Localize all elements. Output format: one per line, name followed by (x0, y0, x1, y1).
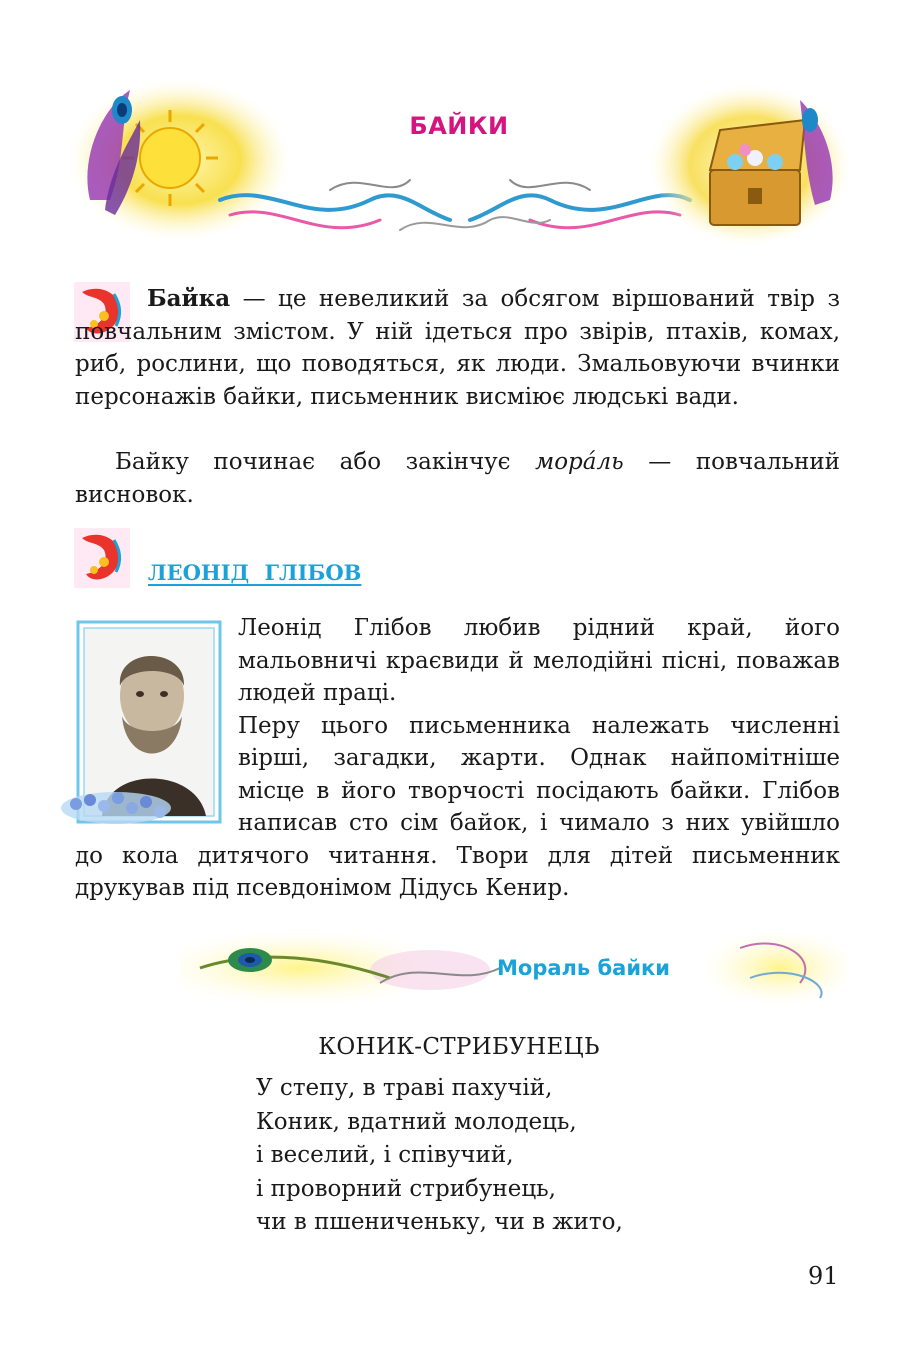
poem-line: і веселий, і співучий, (256, 1142, 514, 1168)
author-heading: ЛЕОНІД ГЛІБОВ (148, 560, 362, 585)
author-marker-icon (74, 528, 130, 588)
moral-note-after: — повчальний висновок. (75, 449, 840, 508)
poem-stanza (256, 1072, 623, 1240)
bio-paragraph-1: Леонід Глібов любив рідний край, його мальовничі краєвиди й мелодійні пісні, поважав людей праці. (238, 615, 840, 706)
fable-definition-text: — це невеликий за обсягом віршований твір з повчальним змістом. У ній ідеться про звірів, птахів, комах, риб, рослини, що поводяться, як люди. Змальовуючи вчинки персонажів байки, письменник висміює людські вади. (75, 286, 840, 410)
moral-note (75, 446, 840, 511)
poem-title: КОНИК-СТРИБУНЕЦЬ (318, 1034, 600, 1060)
bio-paragraph-2: Перу цього письменника належать численні вірші, загадки, жарти. Однак найпомітніше місце в його творчості посідають байки. Глібов написав сто сім байок, і чимало з них увійшло до кола дитячого читання. Твори для дітей письменник друкував під псевдонімом Дідусь Кенир. (75, 712, 840, 901)
moral-term: мора́ль (535, 449, 624, 475)
fable-term: Байка (147, 285, 231, 312)
section-title: Мораль байки (497, 956, 671, 980)
poem-line: Коник, вдатний молодець, (256, 1108, 577, 1135)
author-biography (75, 612, 840, 905)
page-number: 91 (808, 1262, 839, 1290)
poem-line: чи в пшениченьку, чи в жито, (256, 1209, 623, 1235)
poem-line: У степу, в траві пахучій, (256, 1075, 553, 1101)
moral-note-before: Байку починає або закінчує (115, 449, 536, 475)
poem-line: і проворний стрибунець, (256, 1175, 556, 1202)
fable-definition (75, 283, 840, 413)
header-ornament-banner (70, 80, 848, 250)
chapter-title: БАЙКИ (409, 112, 509, 140)
